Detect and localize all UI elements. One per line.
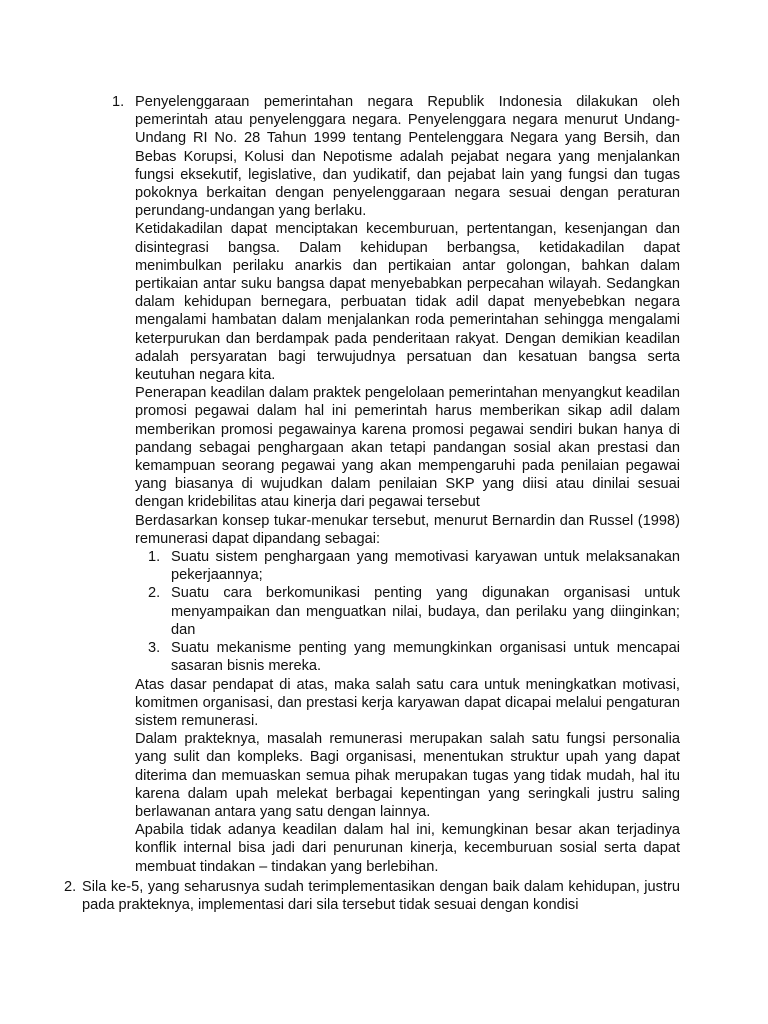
sub-list-item (135, 584, 680, 639)
list-item-body (82, 878, 680, 914)
sub-list-number: 3. (148, 640, 161, 657)
paragraph: Penyelenggaraan pemerintahan negara Republik Indonesia dilakukan oleh pemerintah atau penyelenggara negara. Penyelenggara negara menurut Undang-Undang RI No. 28 Tahun 1999 tentang Pentelenggara Negara yang Bersih, dan Bebas Korupsi, Kolusi dan Nepotisme adalah pejabat negara yang menjalankan fungsi eksekutif, legislative, dan yudikatif, dan pejabat lain yang fungsi dan tugas pokoknya berkaitan dengan penyelenggaraan negara sesuai dengan peraturan perundang-undangan yang berlaku. (135, 94, 680, 220)
paragraph: Sila ke-5, yang seharusnya sudah terimplementasikan dengan baik dalam kehidupan, justru pada prakteknya, implementasi dari sila tersebut tidak sesuai dengan kondisi (82, 879, 680, 914)
list-number: 1. (112, 94, 125, 110)
list-item-1 (112, 93, 680, 876)
sub-list (135, 548, 680, 675)
paragraph: Penerapan keadilan dalam praktek pengelolaan pemerintahan menyangkut keadilan promosi pegawai dalam hal ini pemerintah harus memberikan sikap adil dalam memberikan promosi pegawainya karena promosi pegawai sendiri bukan hanya di pandang sebagai penghargaan akan tetapi pandangan sosial akan prestasi dan kemampuan seorang pegawai yang akan mempengaruhi pada penilaian pegawai yang biasanya di wujudkan dalam penilaian SKP yang diisi atau dinilai sesuai dengan kridebilitas atau kinerja dari pegawai tersebut (135, 385, 680, 511)
sub-list-item (135, 639, 680, 675)
list-item-body (135, 93, 680, 876)
paragraph: Atas dasar pendapat di atas, maka salah satu cara untuk meningkatkan motivasi, komitmen organisasi, dan prestasi kerja karyawan dapat dicapai melalui pengaturan sistem remunerasi. (135, 676, 680, 729)
sub-list-item (135, 548, 680, 584)
sub-list-number: 1. (148, 549, 161, 566)
list-item-2 (64, 878, 680, 914)
paragraph: Berdasarkan konsep tukar-menukar tersebut, menurut Bernardin dan Russel (1998) remunerasi dapat dipandang sebagai: (135, 512, 680, 547)
paragraph: Dalam prakteknya, masalah remunerasi merupakan salah satu fungsi personalia yang sulit dan kompleks. Bagi organisasi, menentukan struktur upah yang dapat diterima dan memuaskan semua pihak merupakan tugas yang tidak mudah, hal itu karena dalam upah melekat berbagai kepentingan yang seringkali justru saling berlawanan antara yang satu dengan lainnya. (135, 731, 680, 820)
paragraph: Ketidakadilan dapat menciptakan kecemburuan, pertentangan, kesenjangan dan disintegrasi bangsa. Dalam kehidupan berbangsa, ketidakadilan dapat menimbulkan perilaku anarkis dan pertikaian antar golongan, bahkan dalam pertikaian antar suku bangsa dapat menyebabkan perpecahan wilayah. Sedangkan dalam kehidupan bernegara, perbuatan tidak adil dapat menyebebkan negara mengalami hambatan dalam menjalankan roda pemerintahan sehingga mengalami keterpurukan dan berdampak pada penderitaan rakyat. Dengan demikian keadilan adalah persyaratan bagi terwujudnya persatuan dan kesatuan bangsa serta keutuhan negara kita. (135, 221, 680, 384)
sub-list-text: Suatu sistem penghargaan yang memotivasi karyawan untuk melaksanakan pekerjaannya; (171, 549, 680, 584)
list-number: 2. (64, 879, 77, 895)
sub-list-text: Suatu mekanisme penting yang memungkinkan organisasi untuk mencapai sasaran bisnis mereka. (171, 640, 680, 675)
sub-list-number: 2. (148, 585, 161, 602)
paragraph: Apabila tidak adanya keadilan dalam hal ini, kemungkinan besar akan terjadinya konflik internal bisa jadi dari penurunan kinerja, kecemburuan sosial serta dapat membuat tindakan – tindakan yang berlebihan. (135, 822, 680, 875)
sub-list-text: Suatu cara berkomunikasi penting yang digunakan organisasi untuk menyampaikan dan menguatkan nilai, budaya, dan perilaku yang diinginkan; dan (171, 585, 680, 638)
